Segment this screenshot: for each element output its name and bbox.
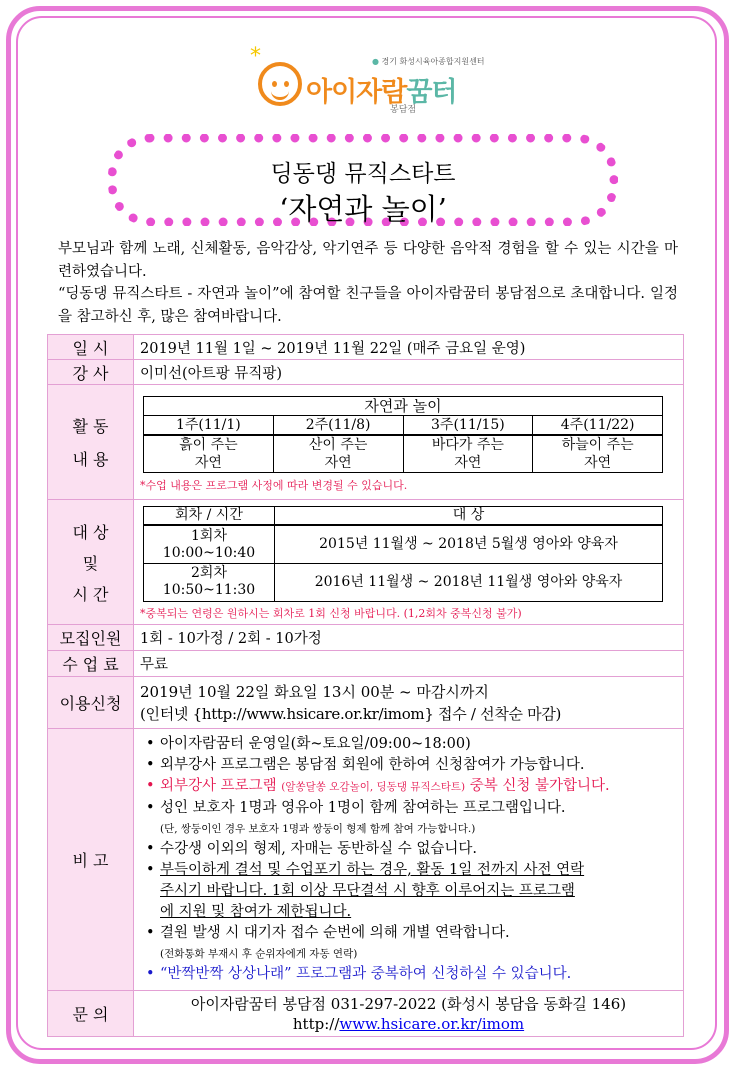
activity-table — [143, 396, 663, 473]
week-header: 4주(11/22) — [533, 415, 663, 435]
row-target — [48, 500, 684, 625]
value-contact — [134, 991, 684, 1037]
row-activity — [48, 385, 684, 500]
week-topic: 흙이 주는 자연 — [144, 435, 274, 473]
value-target — [134, 500, 684, 625]
label-target-3: 시 간 — [72, 584, 109, 604]
eye-icon — [272, 81, 277, 87]
session-target: 2016년 11월생 ~ 2018년 11월생 영아와 양육자 — [275, 563, 663, 601]
label-activity — [48, 385, 134, 500]
label-contact: 문 의 — [48, 991, 134, 1037]
value-date: 2019년 11월 1일 ~ 2019년 11월 22일 (매주 금요일 운영) — [134, 335, 684, 360]
remark-item: • 수강생 이외의 형제, 자매는 동반하실 수 없습니다. — [144, 839, 677, 860]
row-contact — [48, 991, 684, 1037]
remark-item: • 아이자람꿈터 운영일(화~토요일/09:00~18:00) — [144, 734, 677, 755]
apply-period: 2019년 10월 22일 화요일 13시 00분 ~ 마감시까지 — [140, 682, 489, 701]
week-header: 3주(11/15) — [403, 415, 533, 435]
label-date: 일 시 — [48, 335, 134, 360]
value-instructor: 이미선(아트팡 뮤직팡) — [134, 360, 684, 385]
col-target: 대 상 — [275, 507, 663, 526]
activity-note: *수업 내용은 프로그램 사정에 따라 변경될 수 있습니다. — [140, 478, 408, 492]
week-topic: 바다가 주는 자연 — [403, 435, 533, 473]
remark-item: • 외부강사 프로그램 (알쏭달쏭 오감놀이, 딩동댕 뮤직스타트) 중복 신청 불가합니다. — [144, 776, 677, 798]
intro-paragraph: “딩동댕 뮤직스타트 - 자연과 놀이”에 참여할 친구들을 아이자람꿈터 봉담점으로 초대합니다. 일정을 참고하신 후, 많은 참여바랍니다. — [58, 286, 678, 325]
week-header: 1주(11/1) — [144, 415, 274, 435]
value-activity — [134, 385, 684, 500]
row-apply — [48, 677, 684, 729]
child-face-icon — [258, 62, 302, 106]
row-recruit — [48, 625, 684, 651]
label-activity-2: 내 용 — [72, 450, 109, 469]
session-time: 2회차 10:50~11:30 — [144, 563, 275, 601]
logo — [250, 44, 490, 120]
logo-branch: 봉담점 — [390, 105, 417, 115]
apply-method: (인터넷 {http://www.hsicare.or.kr/imom} 접수 / 선착순 마감) — [140, 704, 562, 723]
remark-item: • 외부강사 프로그램은 봉담점 회원에 한하여 신청참여가 가능합니다. — [144, 755, 677, 776]
activity-table-title: 자연과 놀이 — [144, 396, 663, 415]
eye-icon — [284, 81, 289, 87]
remark-item: • 성인 보호자 1명과 영유아 1명이 함께 참여하는 프로그램입니다. — [144, 798, 677, 819]
label-instructor: 강 사 — [48, 360, 134, 385]
value-remarks — [134, 729, 684, 991]
intro-paragraph: 부모님과 함께 노래, 신체활동, 음악감상, 악기연주 등 다양한 음악적 경험을 할 수 있는 시간을 마련하였습니다. — [58, 241, 678, 280]
label-target-2: 및 — [82, 553, 99, 573]
info-table — [47, 334, 684, 1037]
session-target: 2015년 11월생 ~ 2018년 5월생 영아와 양육자 — [275, 525, 663, 563]
label-target-1: 대 상 — [72, 522, 109, 542]
week-header: 2주(11/8) — [273, 415, 403, 435]
title-box — [108, 134, 618, 226]
label-apply: 이용신청 — [48, 677, 134, 729]
logo-org: ● 경기 화성시육아종합지원센터 — [372, 57, 485, 66]
star-icon: * — [250, 44, 261, 69]
value-apply — [134, 677, 684, 729]
label-fee: 수 업 료 — [48, 651, 134, 677]
col-session: 회차 / 시간 — [144, 507, 275, 526]
session-time: 1회차 10:00~10:40 — [144, 525, 275, 563]
smile-icon — [271, 88, 289, 100]
value-fee: 무료 — [134, 651, 684, 677]
remark-item: • “반짝반짝 상상나래” 프로그램과 중복하여 신청하실 수 있습니다. — [144, 964, 677, 985]
label-activity-1: 활 동 — [72, 417, 109, 436]
target-table — [143, 506, 663, 602]
row-fee — [48, 651, 684, 677]
target-note: *중복되는 연령은 원하시는 회차로 1회 신청 바랍니다. (1,2회차 중복신청 불가) — [140, 606, 522, 620]
contact-url: http://www.hsicare.or.kr/imom — [292, 1014, 525, 1033]
remark-subnote: (전화통화 부재시 후 순위자에게 자동 연락) — [160, 948, 358, 960]
remark-item: • 부득이하게 결석 및 수업포기 하는 경우, 활동 1일 전까지 사전 연락 주시기 바랍니다. 1회 이상 무단결석 시 향후 이루어지는 프로그램 에 지원 및 참여가 제한됩니다. — [144, 860, 677, 923]
row-date — [48, 335, 684, 360]
label-remarks: 비 고 — [48, 729, 134, 991]
label-target — [48, 500, 134, 625]
label-recruit: 모집인원 — [48, 625, 134, 651]
title-main: ‘자연과 놀이’ — [279, 192, 447, 226]
week-topic: 하늘이 주는 자연 — [533, 435, 663, 473]
title-subtitle: 딩동댕 뮤직스타트 — [270, 161, 456, 187]
value-recruit: 1회 - 10가정 / 2회 - 10가정 — [134, 625, 684, 651]
contact-info: 아이자람꿈터 봉담점 031-297-2022 (화성시 봉담읍 동화길 146) — [190, 994, 627, 1013]
contact-link[interactable]: www.hsicare.or.kr/imom — [339, 1014, 525, 1033]
row-instructor — [48, 360, 684, 385]
week-topic: 산이 주는 자연 — [273, 435, 403, 473]
logo-name: 아이자람꿈터 — [306, 77, 457, 108]
remark-subnote: (단, 쌍둥이인 경우 보호자 1명과 쌍둥이 형제 함께 참여 가능합니다.) — [160, 823, 476, 835]
remark-item: • 결원 발생 시 대기자 접수 순번에 의해 개별 연락합니다. — [144, 923, 677, 944]
intro — [58, 238, 678, 328]
row-remarks — [48, 729, 684, 991]
